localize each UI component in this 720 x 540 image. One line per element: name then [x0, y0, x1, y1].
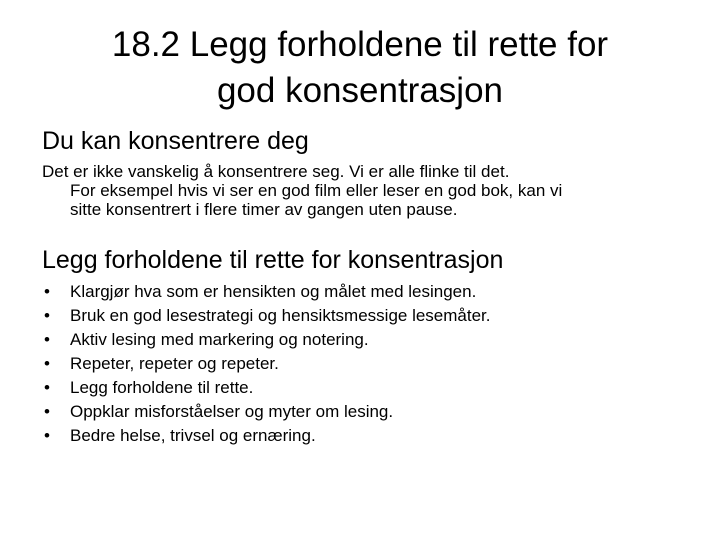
- list-item-text: Legg forholdene til rette.: [70, 378, 254, 397]
- bullet-icon: •: [44, 426, 50, 445]
- bullet-icon: •: [44, 282, 50, 301]
- list-item: [42, 328, 491, 352]
- list-item: [42, 280, 491, 304]
- list-item: [42, 424, 491, 448]
- bullet-list: [42, 280, 491, 448]
- list-item: [42, 352, 491, 376]
- list-item: [42, 400, 491, 424]
- list-item-text: Aktiv lesing med markering og notering.: [70, 330, 369, 349]
- bullet-icon: •: [44, 330, 50, 349]
- list-item-text: Bedre helse, trivsel og ernæring.: [70, 426, 316, 445]
- intro-line-2: For eksempel hvis vi ser en god film eller leser en god bok, kan vi: [70, 181, 563, 200]
- intro-line-1: Det er ikke vanskelig å konsentrere seg. Vi er alle flinke til det.: [42, 162, 510, 181]
- bullet-icon: •: [44, 378, 50, 397]
- section-heading-concentrate: Du kan konsentrere deg: [42, 127, 309, 155]
- intro-line-3: sitte konsentrert i flere timer av gangen uten pause.: [70, 200, 458, 219]
- slide-title-line-2: god konsentrasjon: [216, 71, 504, 110]
- list-item-text: Oppklar misforståelser og myter om lesing.: [70, 402, 394, 421]
- list-item: [42, 376, 491, 400]
- list-item-text: Bruk en god lesestrategi og hensiktsmessige lesemåter.: [70, 306, 491, 325]
- list-item-text: Repeter, repeter og repeter.: [70, 354, 279, 373]
- bullet-icon: •: [44, 354, 50, 373]
- bullet-icon: •: [44, 402, 50, 421]
- slide-title: [40, 22, 680, 114]
- section-heading-conditions: Legg forholdene til rette for konsentrasjon: [42, 246, 504, 274]
- slide-title-line-1: 18.2 Legg forholdene til rette for: [111, 25, 609, 64]
- list-item: [42, 304, 491, 328]
- list-item-text: Klargjør hva som er hensikten og målet med lesingen.: [70, 282, 477, 301]
- intro-paragraph: [42, 162, 682, 219]
- bullet-icon: •: [44, 306, 50, 325]
